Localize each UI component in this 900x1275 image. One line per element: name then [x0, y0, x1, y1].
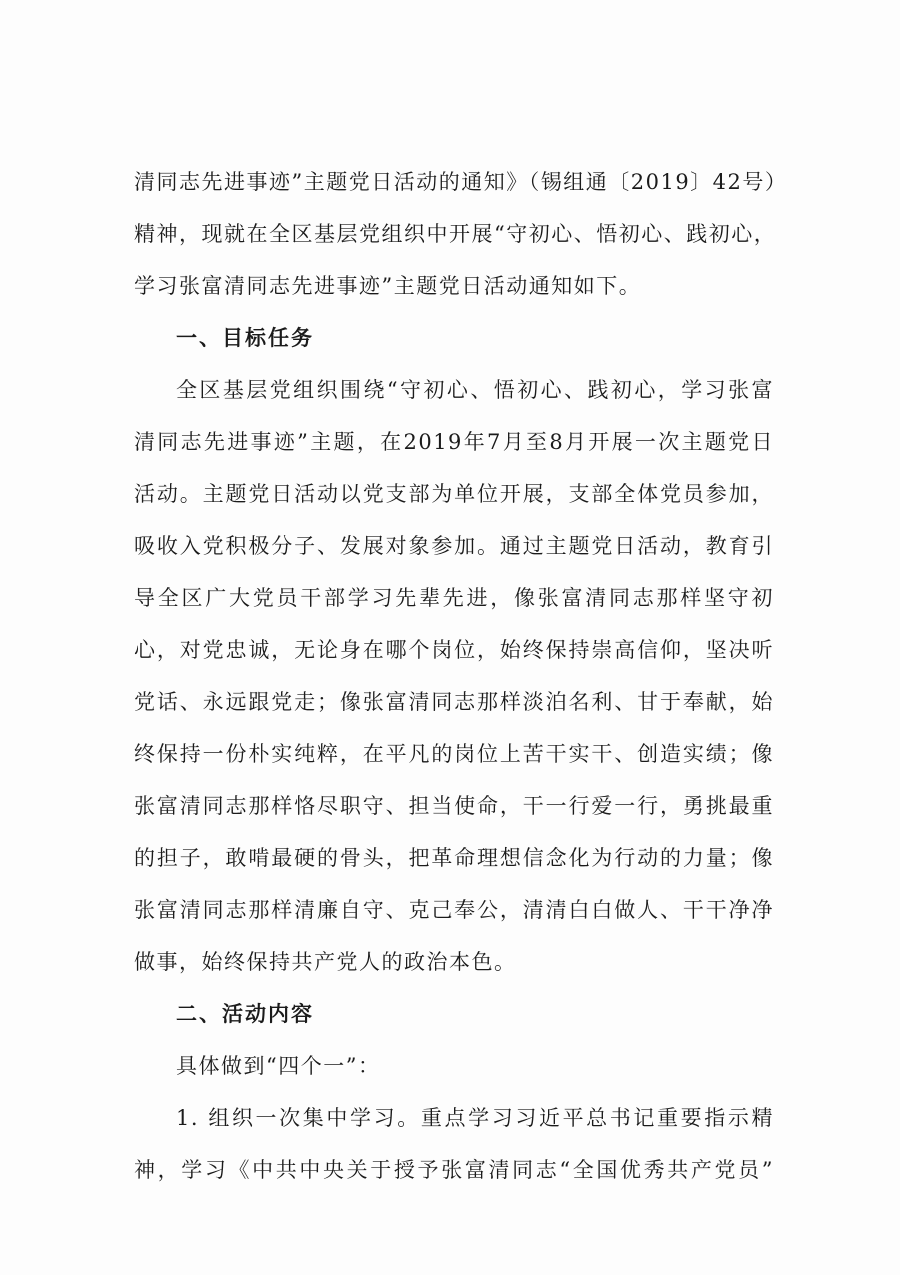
- paragraph-line: 心，对党忠诚，无论身在哪个岗位，始终保持崇高信仰，坚决听: [134, 638, 774, 662]
- paragraph-line: 做事，始终保持共产党人的政治本色。: [134, 950, 517, 974]
- paragraph-line: 1. 组织一次集中学习。重点学习习近平总书记重要指示精: [176, 1106, 774, 1130]
- paragraph-line: 终保持一份朴实纯粹，在平凡的岗位上苦干实干、创造实绩；像: [134, 742, 774, 766]
- paragraph-line: 全区基层党组织围绕“守初心、悟初心、践初心，学习张富: [176, 378, 774, 402]
- paragraph-line: 学习张富清同志先进事迹”主题党日活动通知如下。: [134, 274, 642, 298]
- section-heading-goals: 一、目标任务: [176, 326, 314, 350]
- section-heading-activities: 二、活动内容: [176, 1002, 314, 1026]
- paragraph-line: 党话、永远跟党走；像张富清同志那样淡泊名利、甘于奉献，始: [134, 690, 774, 714]
- paragraph-line: 张富清同志那样清廉自守、克己奉公，清清白白做人、干干净净: [134, 898, 774, 922]
- paragraph-line: 吸收入党积极分子、发展对象参加。通过主题党日活动，教育引: [134, 534, 774, 558]
- paragraph-line: 的担子，敢啃最硬的骨头，把革命理想信念化为行动的力量；像: [134, 846, 774, 870]
- paragraph-line: 活动。主题党日活动以党支部为单位开展，支部全体党员参加，: [134, 482, 774, 506]
- paragraph-line: 清同志先进事迹”主题党日活动的通知》（锡组通〔2019〕42号）: [134, 170, 788, 194]
- paragraph-line: 具体做到“四个一”：: [176, 1054, 381, 1078]
- paragraph-line: 精神，现就在全区基层党组织中开展“守初心、悟初心、践初心，: [134, 222, 777, 246]
- paragraph-line: 张富清同志那样恪尽职守、担当使命，干一行爱一行，勇挑最重: [134, 794, 774, 818]
- paragraph-line: 导全区广大党员干部学习先辈先进，像张富清同志那样坚守初: [134, 586, 774, 610]
- paragraph-line: 清同志先进事迹”主题，在2019年7月至8月开展一次主题党日: [134, 430, 774, 454]
- document-body: [134, 156, 788, 1196]
- paragraph-line: 神，学习《中共中央关于授予张富清同志“全国优秀共产党员”: [134, 1158, 774, 1182]
